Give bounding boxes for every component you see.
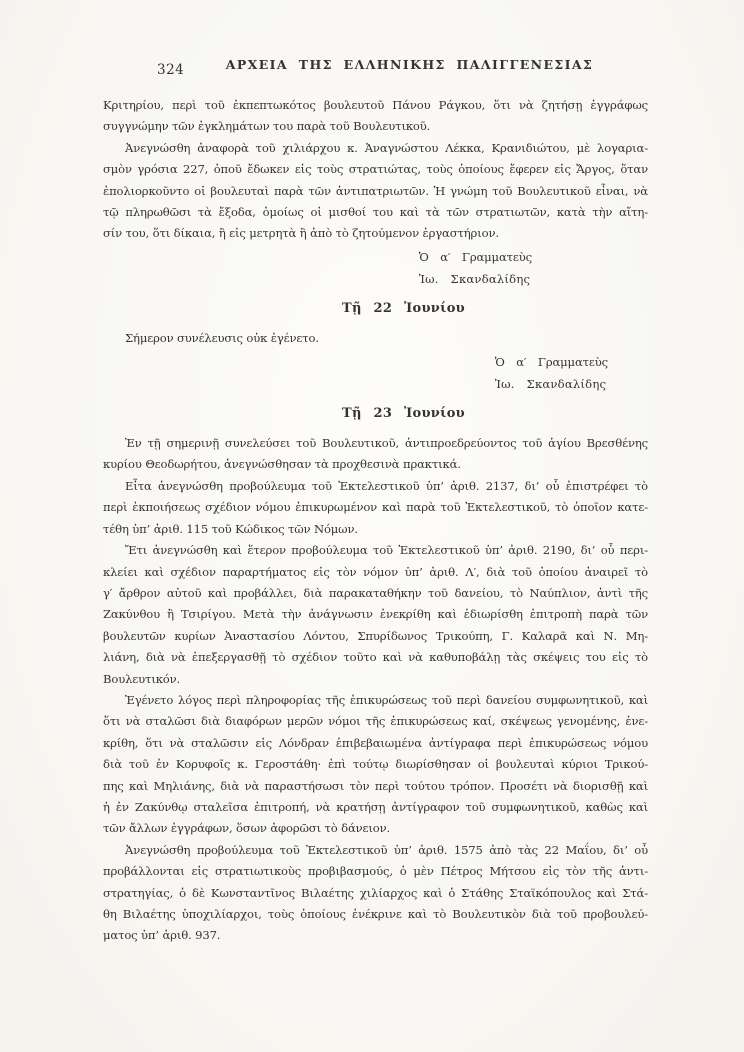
page-header bbox=[103, 57, 648, 79]
text-line: κυρίου Θεοδωρήτου, ἀνεγνώσθησαν τὰ προχθεσινὰ πρακτικά. bbox=[103, 457, 461, 472]
text-line: σμὸν γρόσια 227, ὁποῦ ἔδωκεν εἰς τοὺς στρατιώτας, τοὺς ὁποίους ἔφερεν εἰς Ἄργος, ὅταν bbox=[103, 162, 648, 177]
signature-block bbox=[419, 246, 532, 291]
text-line: στρατηγίας, ὁ δὲ Κωνσταντῖνος Βιλαέτης χιλίαρχος καὶ ὁ Στάθης Σταϊκόπουλος καὶ Στά- bbox=[103, 885, 648, 900]
text-line: Ζακύνθου ἢ Τσιρίγου. Μετὰ τὴν ἀνάγνωσιν ἐνεκρίθη καὶ ἐδιωρίσθη ἐπιτροπὴ παρὰ τῶν bbox=[103, 607, 648, 622]
section-heading-june-22: Τῇ 22 Ἰουνίου bbox=[341, 300, 466, 316]
text-line: συγγνώμην τῶν ἐγκλημάτων του παρὰ τοῦ Βουλευτικοῦ. bbox=[103, 119, 431, 134]
text-column bbox=[103, 95, 648, 947]
text-line: προβάλλονται εἰς στρατιωτικοὺς προβιβασμούς, ὁ μὲν Πέτρος Μήτσου εἰς τὸν τῆς ἀντι- bbox=[103, 864, 648, 879]
text-line: Σήμερον συνέλευσις οὐκ ἐγένετο. bbox=[125, 331, 319, 346]
signature-role: Ὁ α′ Γραμματεὺς bbox=[418, 249, 532, 264]
signature-block bbox=[495, 351, 608, 396]
paragraph-no-session bbox=[103, 328, 648, 349]
text-line: ματος ὑπ’ ἀριθ. 937. bbox=[103, 928, 221, 943]
text-line: Ἔτι ἀνεγνώσθη καὶ ἕτερον προβούλευμα τοῦ Ἐκτελεστικοῦ ὑπ’ ἀριθ. 2190, δι’ οὗ περι- bbox=[125, 543, 648, 558]
text-line: θη Βιλαέτης ὑποχιλίαρχοι, τοὺς ὁποίους ἐνέκρινε καὶ τὸ Βουλευτικὸν διὰ τοῦ προβουλεύ- bbox=[103, 907, 648, 921]
text-line: περὶ ἐκποιήσεως σχέδιον νόμου ἐπικυρωμένον καὶ παρὰ τοῦ Ἐκτελεστικοῦ, τὸ ὁποῖον κατε- bbox=[103, 500, 648, 515]
text-line: πης καὶ Μηλιάνης, διὰ νὰ παραστήσωσι τὸν περὶ τούτου τρόπον. Προσέτι νὰ διορισθῇ καὶ bbox=[103, 778, 648, 793]
paragraph-lekka-report bbox=[103, 138, 648, 245]
text-line: Ἐγένετο λόγος περὶ πληροφορίας τῆς ἐπικυρώσεως τοῦ περὶ δανείου συμφωνητικοῦ, καὶ bbox=[125, 692, 648, 707]
text-line: Ἐν τῇ σημερινῇ συνελεύσει τοῦ Βουλευτικοῦ, ἀντιπροεδρεύοντος τοῦ ἁγίου Βρεσθένης bbox=[125, 436, 648, 451]
running-title: ΑΡΧΕΙΑ ΤΗΣ ΕΛΛΗΝΙΚΗΣ ΠΑΛΙΓΓΕΝΕΣΙΑΣ bbox=[225, 57, 594, 72]
signature-name: Ἰω. Σκανδαλίδης bbox=[418, 272, 531, 287]
text-line: ἐπολιορκοῦντο οἱ βουλευταὶ παρὰ τῶν ἀντιπατριωτῶν. Ἡ γνώμη τοῦ Βουλευτικοῦ εἶναι, νὰ bbox=[103, 183, 648, 198]
signature-role: Ὁ α′ Γραμματεὺς bbox=[494, 354, 608, 369]
text-line: λιάνη, διὰ νὰ ἐπεξεργασθῇ τὸ σχέδιον τοῦτο καὶ νὰ καθυποβάλῃ τὰς σκέψεις του εἰς τὸ bbox=[103, 650, 648, 665]
text-line: ὅτι νὰ σταλῶσι διὰ διαφόρων μερῶν νόμοι τῆς ἐπικυρώσεως καί, σκέψεως γενομένης, ἐνε- bbox=[103, 714, 648, 729]
text-line: κλείει καὶ σχέδιον παραρτήματος εἰς τὸν νόμον ὑπ’ ἀριθ. Λ′, διὰ τοῦ ὁποίου ἀναιρεῖ τὸ bbox=[103, 564, 648, 579]
text-line: γ′ ἄρθρον αὐτοῦ καὶ προβάλλει, διὰ παρακαταθήκην τοῦ δανείου, τὸ Ναύπλιον, ἀντὶ τῆς bbox=[103, 585, 648, 600]
text-line: βουλευτῶν κυρίων Ἀναστασίου Λόντου, Σπυρίδωνος Τρικούπη, Γ. Καλαρᾶ καὶ Ν. Μη- bbox=[103, 628, 648, 643]
text-line: Ἀνεγνώσθη ἀναφορὰ τοῦ χιλιάρχου κ. Ἀναγνώστου Λέκκα, Κρανιδιώτου, μὲ λογαρια- bbox=[125, 140, 648, 155]
text-line: τῷ πληρωθῶσι τὰ ἔξοδα, ὁμοίως οἱ μισθοί του καὶ τὰ τῶν στρατιωτῶν, κατὰ τὴν αἴτη- bbox=[103, 205, 648, 220]
paragraph-loan-ratification bbox=[103, 690, 648, 840]
text-line: κρίθη, ὅτι νὰ σταλῶσιν εἰς Λόνδραν ἐπιβεβαιωμένα ἀντίγραφα περὶ ἐπικυρώσεως νόμου bbox=[103, 735, 648, 750]
text-line: ἡ ἐν Ζακύνθῳ σταλεῖσα ἐπιτροπή, νὰ κρατήσῃ ἀντίγραφον τοῦ συμφωνητικοῦ, καθὼς καὶ bbox=[103, 799, 648, 814]
paragraph-ragkou bbox=[103, 95, 648, 138]
section-heading-june-23: Τῇ 23 Ἰουνίου bbox=[341, 405, 466, 421]
text-line: διὰ τοῦ ἐν Κορυφοῖς κ. Γεροστάθη· ἐπὶ τούτῳ διωρίσθησαν οἱ βουλευταὶ κύριοι Τρικού- bbox=[103, 757, 648, 772]
paragraph-provouleuma-2190 bbox=[103, 540, 648, 690]
text-line: Βουλευτικόν. bbox=[103, 671, 181, 686]
text-line: Εἶτα ἀνεγνώσθη προβούλευμα τοῦ Ἐκτελεστικοῦ ὑπ’ ἀριθ. 2137, δι’ οὗ ἐπιστρέφει τὸ bbox=[125, 478, 648, 493]
page-number: 324 bbox=[157, 62, 185, 78]
signature-name: Ἰω. Σκανδαλίδης bbox=[494, 377, 607, 392]
text-line: Κριτηρίου, περὶ τοῦ ἐκπεπτωκότος βουλευτοῦ Πάνου Ράγκου, ὅτι νὰ ζητήσῃ ἐγγράφως bbox=[103, 98, 648, 112]
text-line: Ἀνεγνώσθη προβούλευμα τοῦ Ἐκτελεστικοῦ ὑπ’ ἀριθ. 1575 ἀπὸ τὰς 22 Μαΐου, δι’ οὗ bbox=[125, 842, 648, 857]
paragraph-session-opening bbox=[103, 433, 648, 476]
paragraph-provouleuma-1575 bbox=[103, 840, 648, 947]
text-line: τῶν ἄλλων ἐγγράφων, ὅσων ἀφορῶσι τὸ δάνειον. bbox=[103, 821, 391, 836]
text-line: σίν του, ὅτι δίκαια, ἢ εἰς μετρητὰ ἢ ἀπὸ τὸ ζητούμενον ἐργαστήριον. bbox=[103, 226, 499, 241]
paragraph-provouleuma-2137 bbox=[103, 476, 648, 540]
text-line: τέθη ὑπ’ ἀριθ. 115 τοῦ Κώδικος τῶν Νόμων. bbox=[103, 521, 358, 536]
